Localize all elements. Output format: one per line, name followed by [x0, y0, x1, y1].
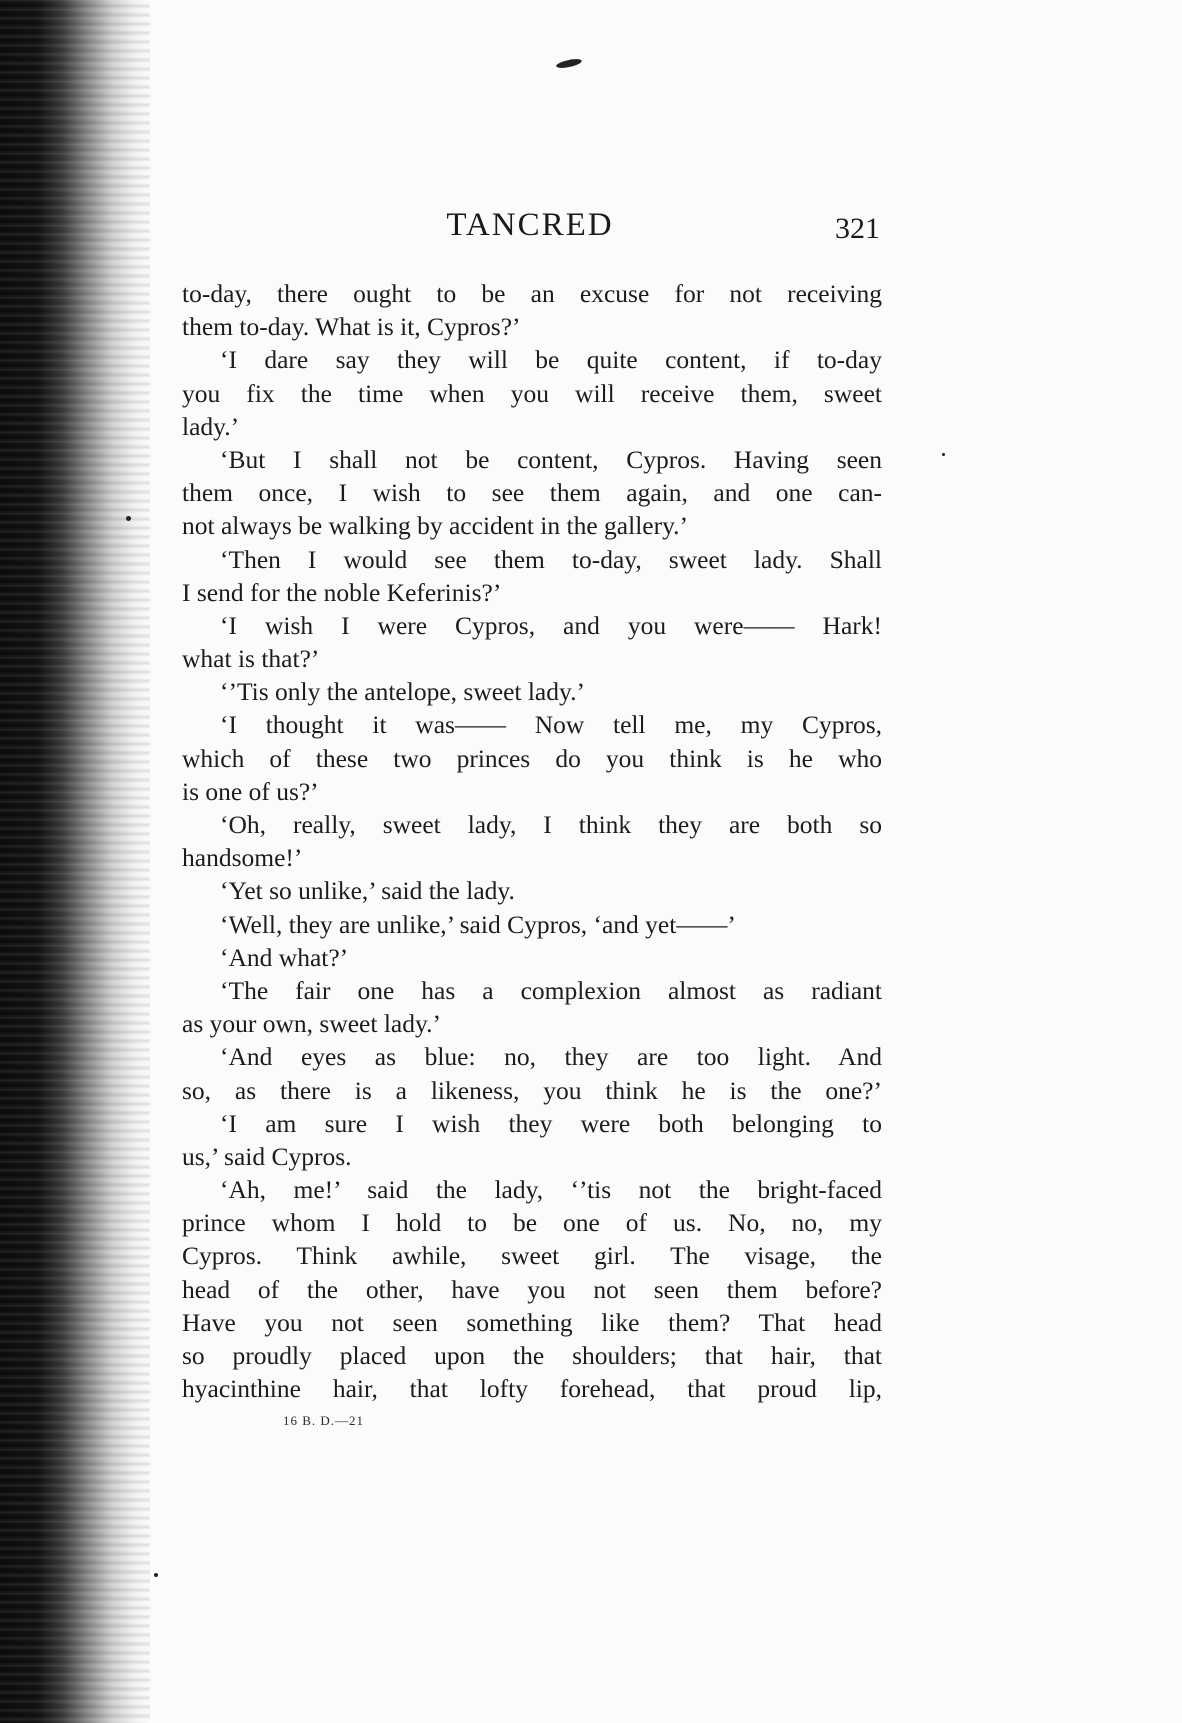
text-line: ‘Yet so unlike,’ said the lady.: [220, 876, 515, 906]
text-line: as your own, sweet lady.’: [182, 1009, 441, 1039]
text-line: handsome!’: [182, 843, 303, 873]
text-line: ‘I wish I were Cypros, and you were—— Hark!: [220, 610, 882, 640]
text-line: ‘I dare say they will be quite content, if to-day: [220, 345, 882, 375]
text-line: which of these two princes do you think is he who: [182, 743, 882, 773]
text-line: you fix the time when you will receive them, sweet: [182, 378, 882, 408]
scan-speck: [154, 1573, 158, 1577]
text-line: them to-day. What is it, Cypros?’: [182, 312, 521, 342]
text-line: ‘And what?’: [220, 942, 349, 972]
text-line: ‘’Tis only the antelope, sweet lady.’: [220, 677, 585, 707]
page-binding-shadow: [0, 0, 150, 1723]
page-number: 321: [835, 212, 880, 245]
text-line: to-day, there ought to be an excuse for not receiving: [182, 279, 882, 308]
text-line: ‘Oh, really, sweet lady, I think they are both so: [220, 810, 882, 839]
page-header: [180, 205, 880, 253]
text-line: ‘But I shall not be content, Cypros. Having seen: [220, 444, 882, 474]
body-text: [182, 277, 882, 1405]
text-line: ‘I am sure I wish they were both belonging to: [220, 1108, 882, 1138]
text-line: so proudly placed upon the shoulders; that hair, that: [182, 1341, 882, 1370]
text-line: so, as there is a likeness, you think he is the one?’: [182, 1075, 882, 1105]
text-line: ‘Ah, me!’ said the lady, ‘’tis not the bright-faced: [220, 1175, 882, 1205]
text-line: Have you not seen something like them? That head: [182, 1307, 882, 1337]
scan-speck: [942, 453, 945, 456]
text-line: not always be walking by accident in the gallery.’: [182, 511, 689, 541]
text-line: ‘I thought it was—— Now tell me, my Cypros,: [220, 710, 882, 740]
text-line: Cypros. Think awhile, sweet girl. The visage, the: [182, 1241, 882, 1271]
text-line: prince whom I hold to be one of us. No, no, my: [182, 1208, 882, 1238]
text-line: us,’ said Cypros.: [182, 1141, 352, 1171]
text-line: hyacinthine hair, that lofty forehead, that proud lip,: [182, 1374, 882, 1404]
running-head: TANCRED: [446, 207, 614, 243]
printer-signature: 16 B. D.—21: [283, 1413, 365, 1428]
text-line: ‘The fair one has a complexion almost as radiant: [220, 975, 882, 1005]
text-line: head of the other, have you not seen them before?: [182, 1274, 882, 1304]
text-line: I send for the noble Keferinis?’: [182, 577, 502, 607]
text-line: ‘And eyes as blue: no, they are too light. And: [220, 1042, 882, 1072]
text-line: what is that?’: [182, 644, 320, 674]
scan-speck: [126, 516, 131, 521]
ink-mark: [556, 57, 583, 69]
text-line: lady.’: [182, 411, 240, 441]
text-line: them once, I wish to see them again, and one can-: [182, 478, 882, 508]
text-line: is one of us?’: [182, 776, 319, 806]
text-line: ‘Well, they are unlike,’ said Cypros, ‘and yet——’: [220, 909, 736, 939]
text-line: ‘Then I would see them to-day, sweet lady. Shall: [220, 544, 882, 574]
